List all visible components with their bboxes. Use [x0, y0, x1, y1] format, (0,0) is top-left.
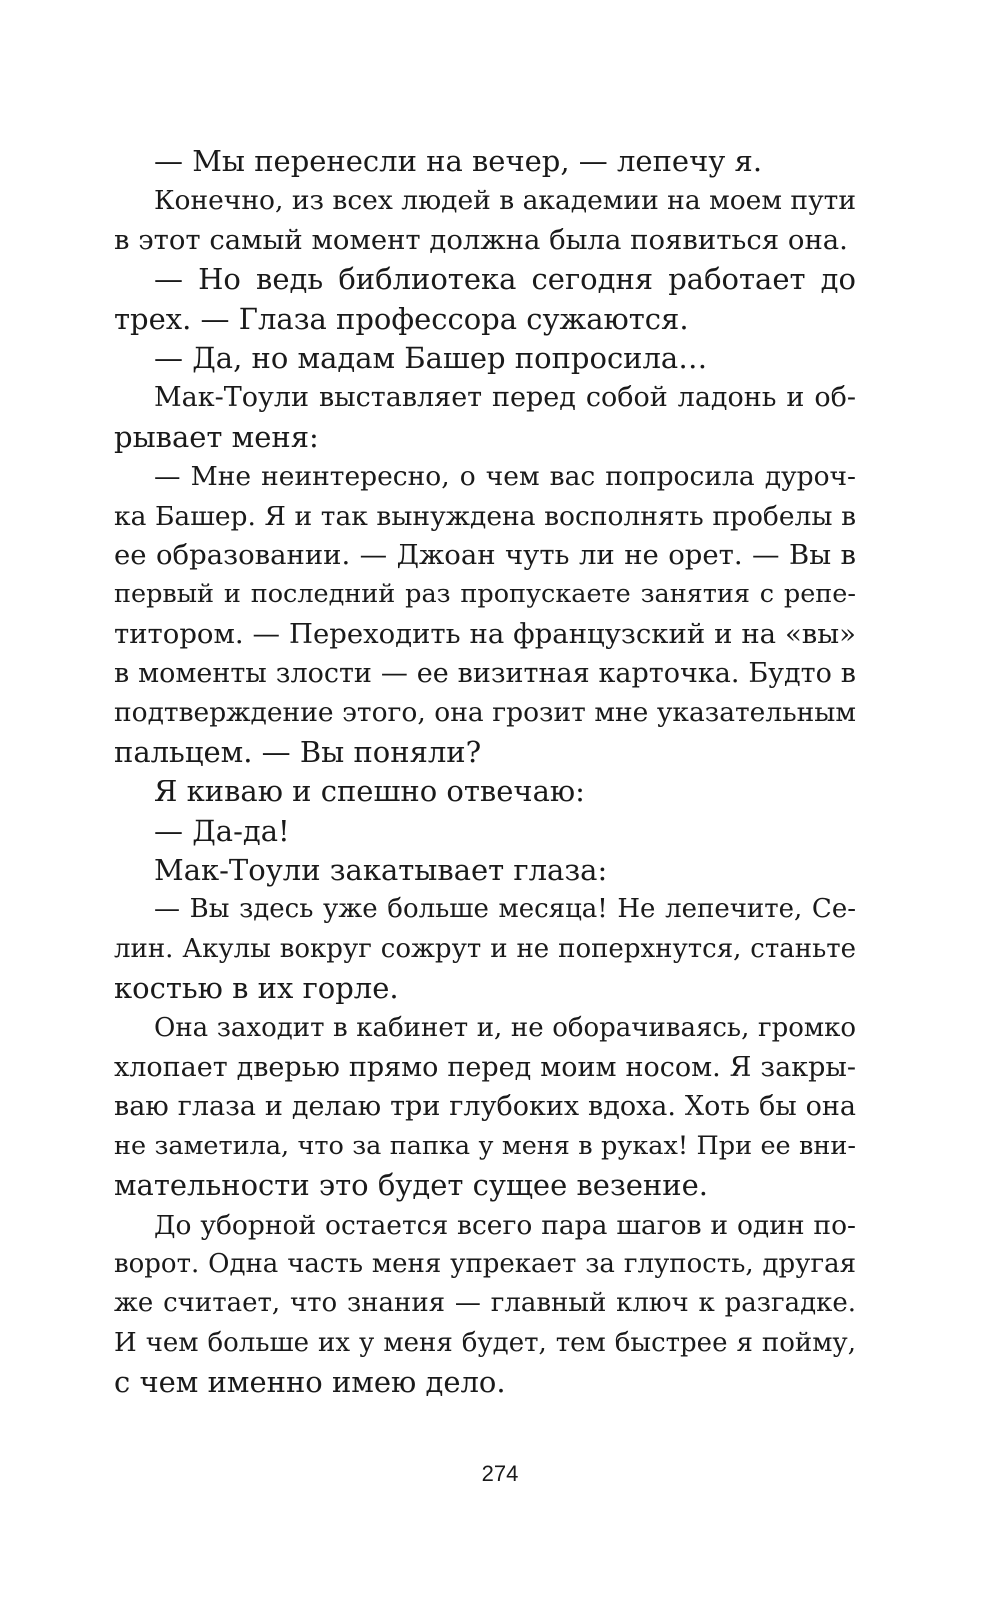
text-line: трех. — Глаза профессора сужаются. [114, 301, 689, 336]
text-line: — Да, но мадам Башер попросила… [154, 340, 708, 375]
text-line: хлопает дверью прямо перед моим носом. Я закры- [114, 1051, 856, 1083]
text-line: не заметила, что за папка у меня в руках! При ее вни- [114, 1130, 856, 1161]
text-line: лин. Акулы вокруг сожрут и не поперхнутся, станьте [114, 933, 856, 964]
text-line: с чем именно имею дело. [114, 1365, 506, 1400]
text-line: — Да-да! [154, 813, 290, 848]
text-line: ее образовании. — Джоан чуть ли не орет. — Вы в [114, 538, 856, 571]
text-line: — Но ведь библиотека сегодня работает до [154, 262, 856, 297]
text-line: титором. — Переходить на французский и на «вы» [114, 617, 856, 650]
text-line: — Мне неинтересно, о чем вас попросила дуроч- [154, 461, 856, 493]
text-line: пальцем. — Вы поняли? [114, 734, 482, 769]
text-line: Она заходит в кабинет и, не оборачиваясь, громко [154, 1012, 856, 1043]
text-line: ваю глаза и делаю три глубоких вдоха. Хоть бы она [114, 1091, 856, 1123]
text-line: ка Башер. Я и так вынуждена восполнять пробелы в [114, 500, 856, 532]
body-text [114, 142, 856, 1403]
text-line: костью в их горле. [114, 971, 399, 1006]
text-line: первый и последний раз пропускаете занятия с репе- [114, 579, 856, 610]
text-line: подтверждение этого, она грозит мне указательным [114, 697, 856, 729]
text-line: — Мы перенесли на вечер, — лепечу я. [154, 144, 763, 178]
text-line: — Вы здесь уже больше месяца! Не лепечите, Се- [154, 894, 856, 925]
text-line: Я киваю и спешно отвечаю: [154, 774, 585, 809]
text-line: Мак-Тоули выставляет перед собой ладонь и об- [154, 382, 856, 414]
text-line: Конечно, из всех людей в академии на моем пути [154, 185, 856, 217]
text-line: же считает, что знания — главный ключ к разгадке. [114, 1288, 856, 1319]
text-line: мательности это будет сущее везение. [114, 1168, 708, 1203]
text-line: рывает меня: [114, 419, 319, 454]
text-line: До уборной остается всего пара шагов и один по- [154, 1209, 856, 1241]
page-number: 274 [481, 1461, 519, 1486]
text-line: в моменты злости — ее визитная карточка. Будто в [114, 658, 856, 690]
text-line: Мак-Тоули закатывает глаза: [154, 853, 608, 888]
text-line: И чем больше их у меня будет, тем быстрее я пойму, [114, 1327, 856, 1358]
text-line: ворот. Одна часть меня упрекает за глупость, другая [114, 1248, 856, 1279]
text-line: в этот самый момент должна была появиться она. [114, 223, 848, 256]
